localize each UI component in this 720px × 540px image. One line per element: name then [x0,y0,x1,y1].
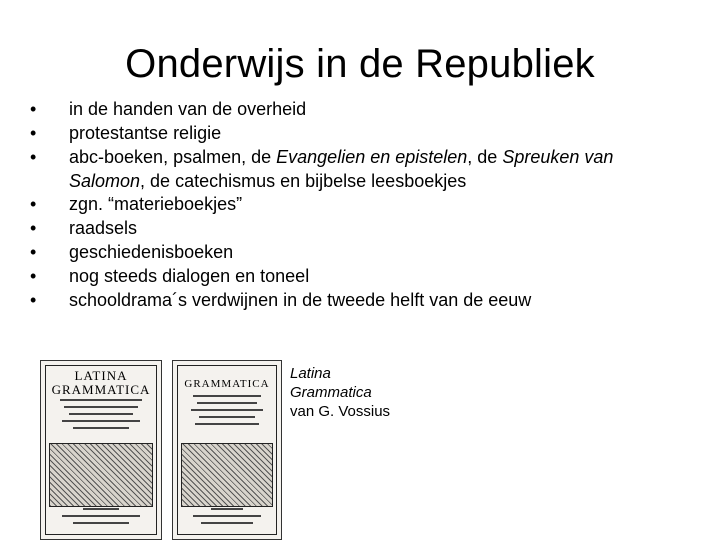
bullet-item: • nog steeds dialogen en toneel [30,265,710,289]
bullet-text-italic: Salomon [69,170,141,191]
cover-heading: LATINA GRAMMATICA [51,368,151,397]
bullet-text-italic: Evangelien en epistelen [276,147,468,167]
bullet-item: • geschiedenisboeken [30,241,710,265]
bullet-item: • zgn. “materieboekjes” [30,193,710,217]
bullet-item: • schooldrama´s verdwijnen in de tweede helft van de eeuw [30,289,710,313]
cover-imprint [187,508,267,529]
bullet-text-italic: Spreuken van [502,147,614,167]
caption-line: Grammatica [290,384,372,401]
slide-title: Onderwijs in de Republiek [125,42,595,86]
cover-heading: GRAMMATICA [184,378,270,390]
bullet-item: • in de handen van de overheid [30,98,710,122]
bullet-item: • protestantse religie [30,122,710,146]
cover-imprint [55,508,147,529]
image-caption [290,364,390,421]
bullet-item-books [30,146,710,193]
bullet-list [30,98,710,313]
caption-line: van G. Vossius [290,403,391,420]
bullet-item: • raadsels [30,217,710,241]
bullet-text: , de catechismus en bijbelse leesboekjes [140,170,467,191]
bullet-text: , de [467,147,503,167]
caption-line: Latina [290,365,331,382]
bullet-text: abc-boeken, psalmen, de [69,147,277,167]
book-cover-image-right [172,360,282,540]
cover-engraving [181,443,273,507]
cover-engraving [49,443,153,507]
cover-text-lines [187,395,267,430]
cover-text-lines [55,399,147,434]
book-cover-image-left [40,360,162,540]
